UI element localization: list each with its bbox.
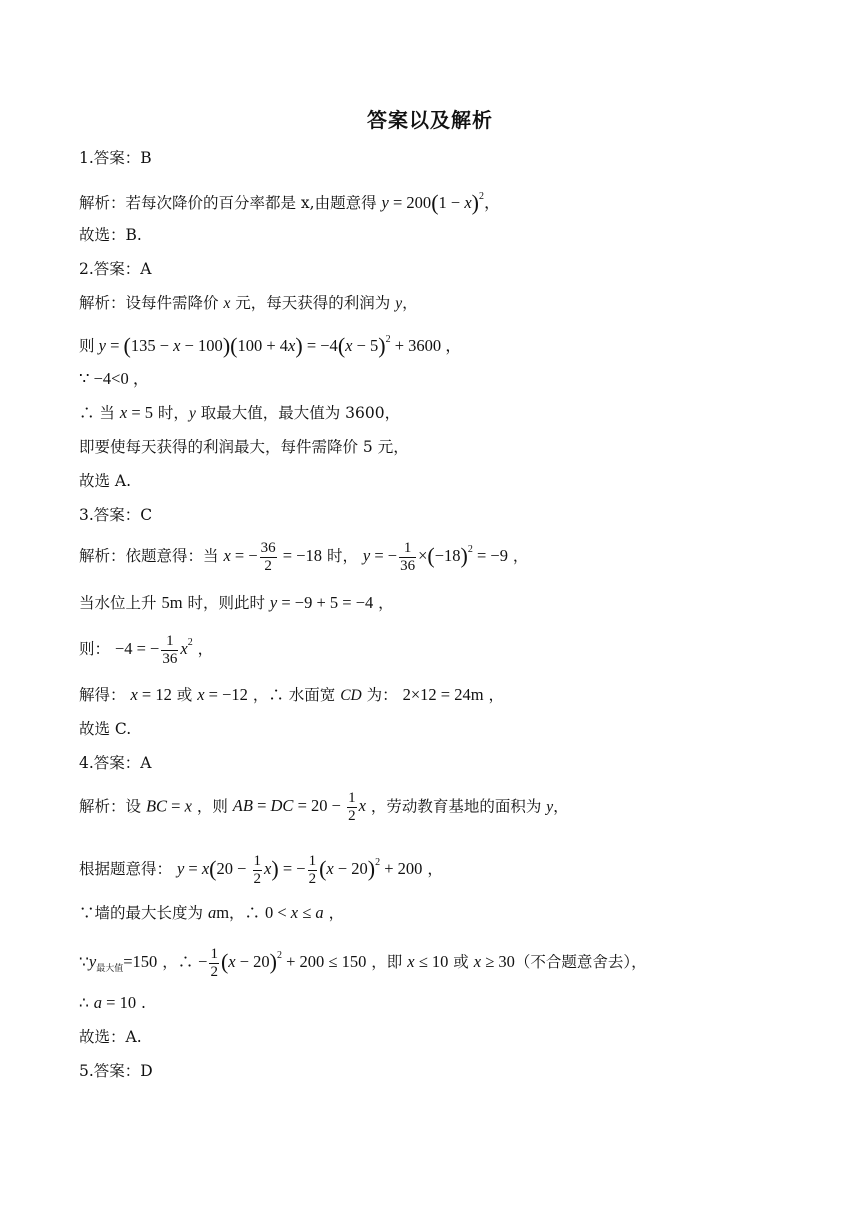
- q3-step3: 解得： x = 12 或 x = −12 ，∴ 水面宽 CD 为： 2×12 = 24m ，: [79, 685, 504, 704]
- q2-step1: 则 $y = (135 - x - 100)(100 + 4x) = -4(x - 5)^2 + 3600$ ，: [79, 333, 462, 358]
- q2-answer: 2.答案：A: [79, 260, 152, 278]
- q4-step1: 根据题意得： y = x(20 − $\frac{1}{2}$ x) = − $\frac{1}{2}$ $(x - 20)^2 + 200$ ，: [79, 852, 443, 887]
- q3-answer: 3.答案：C: [79, 506, 153, 524]
- q4-step2: ∵墙的最大长度为 am，∴ 0 < x ≤ a ，: [79, 903, 345, 922]
- q4-conclusion: 故选：A.: [79, 1028, 142, 1046]
- q4-analysis: 解析：设 BC = x ，则 AB = DC = 20 − $\frac{1}{2}$ x ，劳动教育基地的面积为 y，: [79, 790, 569, 824]
- q4-answer: 4.答案：A: [79, 754, 152, 772]
- q1-formula: $y = 200(1 - x)^2$，: [381, 190, 501, 215]
- q2-conclusion: 故选 A.: [79, 472, 132, 490]
- q1-conclusion: 故选：B.: [79, 226, 142, 244]
- q1-analysis-prefix: 解析：若每次降价的百分率都是 x,由题意得: [79, 194, 377, 212]
- q2-step2: ∵ −4<0 ，: [79, 369, 150, 388]
- q2-step3: ∴ 当 x = 5 时，y 取最大值，最大值为 3600，: [79, 403, 401, 422]
- q5-answer: 5.答案：D: [79, 1062, 153, 1080]
- q3-step1: 当水位上升 5m 时，则此时 y = −9 + 5 = −4 ，: [79, 593, 394, 612]
- q3-conclusion: 故选 C.: [79, 720, 132, 738]
- q4-step4: ∴ a = 10 .: [79, 993, 146, 1012]
- q1-analysis: [79, 186, 500, 214]
- page-title: 答案以及解析: [367, 108, 493, 132]
- q3-step2: 则： −4 = − $\frac{1}{36}$ $x^2$ ，: [79, 632, 214, 667]
- q2-analysis: 解析：设每件需降价 x 元，每天获得的利润为 y，: [79, 294, 418, 312]
- q1-answer: 1.答案：B: [79, 149, 152, 167]
- q2-step4: 即要使每天获得的利润最大，每件需降价 5 元，: [79, 438, 409, 456]
- q3-analysis: 解析：依题意得：当 x = − $\frac{36}{2}$ = −18 时， y = − $\frac{1}{36}$ $\times(-18)^2 = -9$ ，: [79, 539, 529, 574]
- q4-step3: $\because y_{最大值}=150$ ，∴ − $\frac{1}{2}$ $(x - 20)^2 + 200 \le 150$ ，即 x ≤ 10 或 x ≥ 30（不合题意舍去），: [79, 945, 647, 980]
